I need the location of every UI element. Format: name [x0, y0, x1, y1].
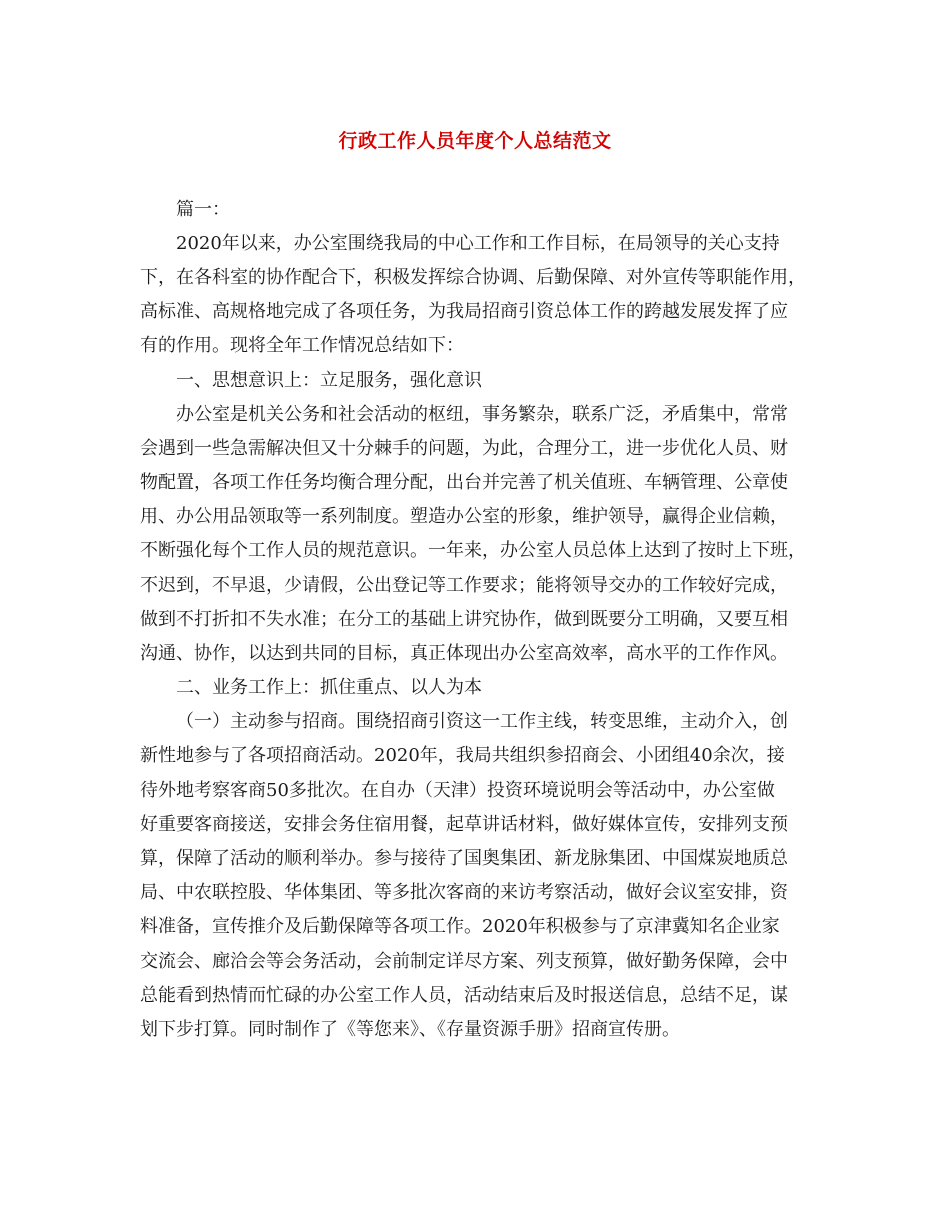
document-title: 行政工作人员年度个人总结范文: [338, 130, 612, 152]
body-line: 不断强化每个工作人员的规范意识。一年来，办公室人员总体上达到了按时上下班，: [140, 540, 806, 561]
body-line: 不迟到，不早退，少请假，公出登记等工作要求；能将领导交办的工作较好完成，: [140, 575, 788, 596]
body-line: 局、中农联控股、华体集团、等多批次客商的来访考察活动，做好会议室安排，资: [140, 882, 788, 903]
body-line: 算，保障了活动的顺利举办。参与接待了国奥集团、新龙脉集团、中国煤炭地质总: [140, 848, 788, 869]
body-line: 总能看到热情而忙碌的办公室工作人员，活动结束后及时报送信息，总结不足，谋: [140, 985, 788, 1006]
body-line: 高标准、高规格地完成了各项任务，为我局招商引资总体工作的跨越发展发挥了应: [140, 301, 788, 322]
body-line: 会遇到一些急需解决但又十分棘手的问题，为此，合理分工，进一步优化人员、财: [140, 438, 788, 459]
body-line: （一）主动参与招商。围绕招商引资这一工作主线，转变思维，主动介入，创: [176, 711, 788, 732]
body-line: 交流会、廊洽会等会务活动，会前制定详尽方案、列支预算，做好勤务保障，会中: [140, 951, 788, 972]
body-line: 划下步打算。同时制作了《等您来》、《存量资源手册》招商宣传册。: [140, 1019, 680, 1040]
body-line: 料准备，宣传推介及后勤保障等各项工作。2020年积极参与了京津冀知名企业家: [140, 916, 780, 937]
body-line: 2020年以来，办公室围绕我局的中心工作和工作目标，在局领导的关心支持: [176, 233, 780, 254]
body-line: 沟通、协作，以达到共同的目标，真正体现出办公室高效率，高水平的工作作风。: [140, 643, 788, 664]
body-line: 下，在各科室的协作配合下，积极发挥综合协调、后勤保障、对外宣传等职能作用，: [140, 267, 806, 288]
section-heading: 篇一：: [176, 199, 230, 220]
body-line: 办公室是机关公务和社会活动的枢纽，事务繁杂，联系广泛，矛盾集中，常常: [176, 404, 788, 425]
body-line: 新性地参与了各项招商活动。2020年，我局共组织参招商会、小团组40余次，接: [140, 745, 785, 766]
body-line: 用、办公用品领取等一系列制度。塑造办公室的形象，维护领导，赢得企业信赖，: [140, 506, 788, 527]
body-line: 做到不打折扣不失水准；在分工的基础上讲究协作，做到既要分工明确，又要互相: [140, 609, 788, 630]
body-line: 物配置，各项工作任务均衡合理分配，出台并完善了机关值班、车辆管理、公章使: [140, 472, 788, 493]
body-line: 有的作用。现将全年工作情况总结如下：: [140, 335, 464, 356]
body-line: 好重要客商接送，安排会务住宿用餐，起草讲话材料，做好媒体宣传，安排列支预: [140, 814, 788, 835]
section-heading: 一、思想意识上：立足服务，强化意识: [176, 370, 482, 391]
body-line: 待外地考察客商50多批次。在自办（天津）投资环境说明会等活动中，办公室做: [140, 780, 775, 801]
section-heading: 二、业务工作上：抓住重点、以人为本: [176, 677, 482, 698]
